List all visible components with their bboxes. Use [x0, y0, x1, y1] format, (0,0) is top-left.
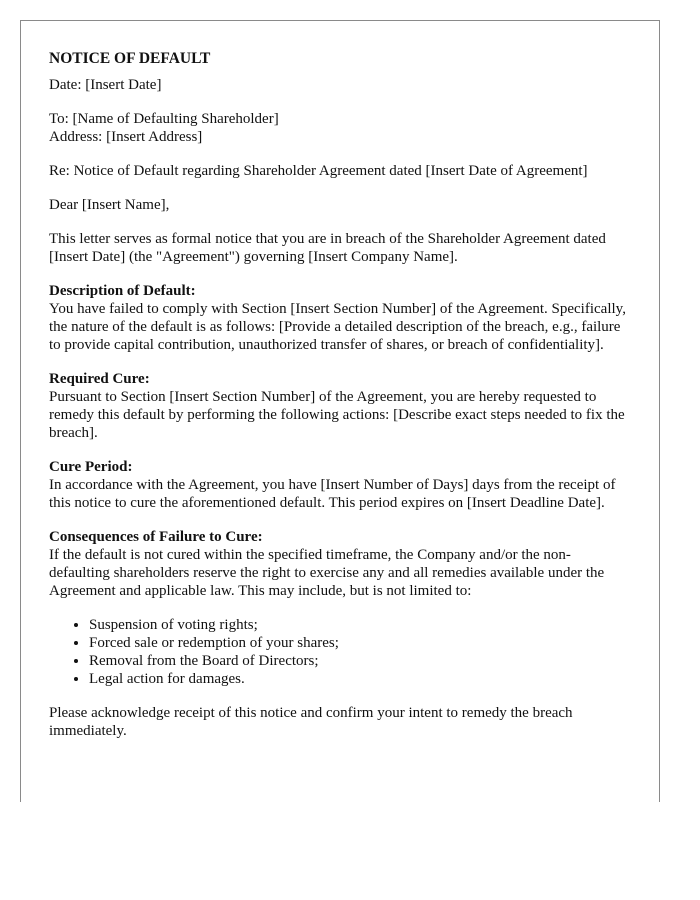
cure-period-section [49, 458, 631, 512]
re-line: Re: Notice of Default regarding Shareholder Agreement dated [Insert Date of Agreement] [49, 163, 588, 179]
description-heading: Description of Default: [49, 283, 196, 299]
required-cure-text: Pursuant to Section [Insert Section Number] of the Agreement, you are hereby requested to remedy this default by performing the following actions: [Describe exact steps needed to fix the breach]. [49, 389, 625, 441]
required-cure-section [49, 370, 631, 442]
consequences-text: If the default is not cured within the specified timeframe, the Company and/or the non-defaulting shareholders reserve the right to exercise any and all remedies available under the Agreement and applicable law. This may include, but is not limited to: [49, 547, 605, 599]
salutation: Dear [Insert Name], [49, 197, 170, 213]
intro-paragraph: This letter serves as formal notice that you are in breach of the Shareholder Agreement dated [Insert Date] (the "Agreement") governing [Insert Company Name]. [49, 231, 606, 265]
cure-period-text: In accordance with the Agreement, you have [Insert Number of Days] days from the receipt of this notice to cure the aforementioned default. This period expires on [Insert Deadline Date]. [49, 477, 616, 511]
description-section [49, 282, 631, 354]
to-line: To: [Name of Defaulting Shareholder] [49, 111, 279, 127]
address-line: Address: [Insert Address] [49, 129, 203, 145]
list-item: • Suspension of voting rights; [89, 616, 631, 634]
consequences-heading: Consequences of Failure to Cure: [49, 529, 263, 545]
list-item: • Forced sale or redemption of your shares; [89, 634, 631, 652]
required-cure-heading: Required Cure: [49, 371, 150, 387]
notice-document [20, 20, 660, 802]
description-text: You have failed to comply with Section [Insert Section Number] of the Agreement. Specifically, the nature of the default is as follows: [Provide a detailed description of the breach, e.g., failure to provide capital contribution, unauthorized transfer of shares, or breach of confidentiality]. [49, 301, 626, 353]
cure-period-heading: Cure Period: [49, 459, 133, 475]
list-item: • Legal action for damages. [89, 670, 631, 688]
document-title: NOTICE OF DEFAULT [49, 50, 211, 67]
list-item: • Removal from the Board of Directors; [89, 652, 631, 670]
consequences-list [49, 616, 631, 688]
closing-paragraph: Please acknowledge receipt of this notice and confirm your intent to remedy the breach immediately. [49, 705, 573, 739]
consequences-section [49, 528, 631, 600]
recipient-block [49, 110, 631, 146]
date-line: Date: [Insert Date] [49, 77, 162, 93]
